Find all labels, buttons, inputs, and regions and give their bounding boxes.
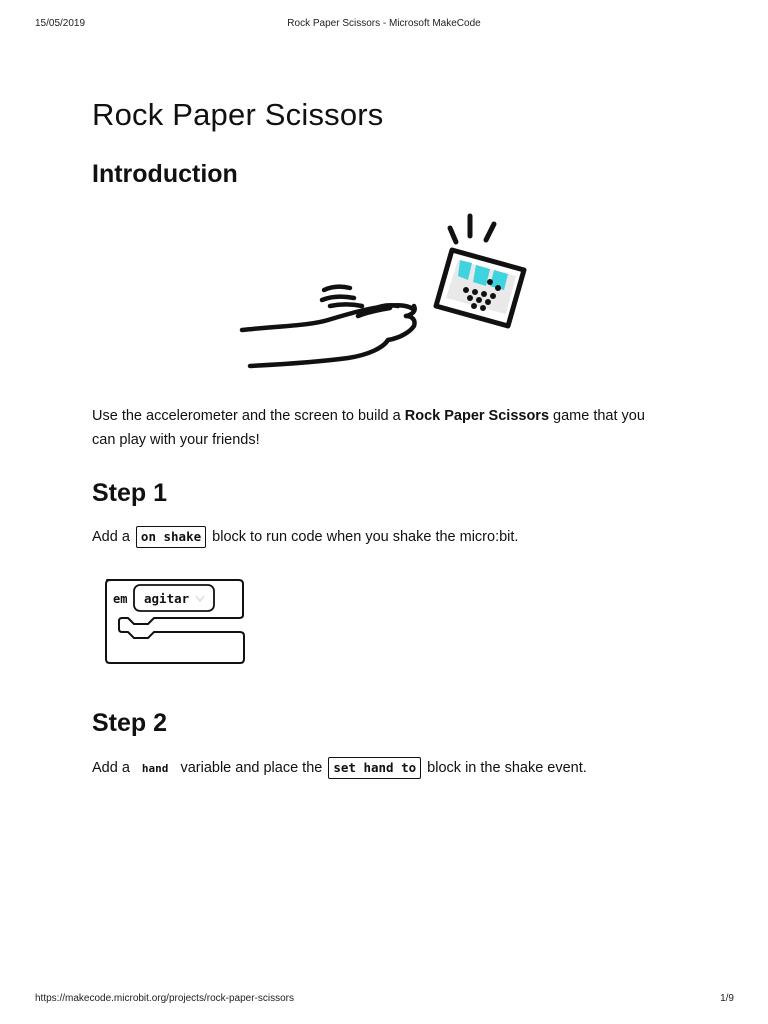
- page-title: Rock Paper Scissors: [92, 97, 384, 132]
- step1-text-after: block to run code when you shake the micro:bit.: [208, 529, 519, 545]
- step2-text-middle: variable and place the: [176, 760, 327, 776]
- step1-text-before: Add a: [92, 529, 134, 545]
- step1-paragraph: [92, 525, 672, 549]
- intro-text-after: game that you can play with your friends!: [92, 408, 645, 448]
- step1-heading: Step 1: [92, 479, 168, 507]
- shake-lines-icon: [450, 216, 494, 242]
- on-shake-block-figure: [104, 577, 250, 674]
- intro-text-before: Use the accelerometer and the screen to build a: [92, 408, 405, 424]
- on-shake-block-outline: [104, 577, 250, 669]
- step2-heading: Step 2: [92, 709, 168, 737]
- microbit-icon: [436, 250, 524, 326]
- hand-icon: [242, 287, 415, 366]
- introduction-paragraph: [92, 404, 672, 452]
- introduction-heading: Introduction: [92, 160, 238, 188]
- block-dropdown-text: agitar: [144, 591, 190, 606]
- print-title: Rock Paper Scissors - Microsoft MakeCode: [287, 18, 481, 29]
- intro-text-bold: Rock Paper Scissors: [404, 408, 550, 424]
- set-hand-to-code: set hand to: [328, 757, 421, 779]
- hand-variable-code: hand: [141, 762, 169, 775]
- on-shake-code: on shake: [136, 526, 206, 548]
- page-number: 1/9: [720, 993, 734, 1004]
- block-prefix-text: em: [113, 592, 128, 606]
- step2-text-after: block in the shake event.: [423, 760, 587, 776]
- step2-text-before: Add a: [92, 760, 134, 776]
- hand-shaking-microbit-illustration: [238, 210, 538, 380]
- print-date: 15/05/2019: [35, 18, 86, 29]
- print-url: https://makecode.microbit.org/projects/rock-paper-scissors: [35, 993, 294, 1004]
- step2-paragraph: [92, 756, 672, 781]
